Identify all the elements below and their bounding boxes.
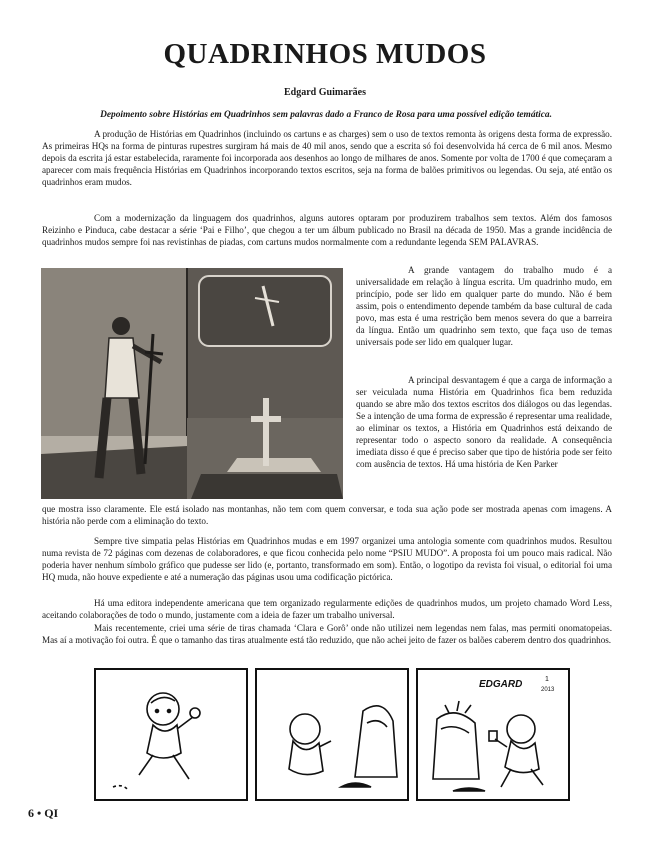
- strip-year: 2013: [541, 687, 555, 693]
- strip-number: 1: [545, 676, 549, 683]
- paragraph-intro: A produção de Histórias em Quadrinhos (incluindo os cartuns e as charges) sem o uso de textos remonta às origens desta forma de expressão. As primeiras HQs na forma de pinturas rupestres surgiram há mais de 40 mil anos, sendo que a escrita só foi desenvolvida há cerca de 6 mil anos. Mesmo depois da escrita já estar estabelecida, raramente foi incorporada aos desenhos ao longo de milhares de anos. Somente por volta de 1700 é que começaram a aparecer com mais frequência Histórias em Quadrinhos incorporando textos escritos, seja na forma de balões primitivos ou legendas. Ou seja, até então os quadrinhos eram mudos.: [42, 129, 612, 187]
- paragraph-ken-parker: que mostra isso claramente. Ele está isolado nas montanhas, não tem com quem conversar, e toda sua ação pode ser mostrada apenas com imagens. A história não perde com a eliminação do texto.: [42, 504, 612, 526]
- paragraph-psiu-mudo: Sempre tive simpatia pelas Histórias em Quadrinhos mudas e em 1997 organizei uma antologia somente com quadrinhos mudos. Resultou numa revista de 72 páginas com dezenas de colaboradores, e que ficou conhecida pelo nome “PSIU MUDO”. A proposta foi um pouco mais radical. Não poderia haver nenhum símbolo gráfico que pudesse ser lido (e, portanto, transformado em som). Então, o logotipo da revista foi visual, o editorial foi uma HQ muda, não houve expediente e até a numeração das páginas usou uma codificação pictórica.: [42, 536, 612, 582]
- paragraph-clara-e-goro: Mais recentemente, criei uma série de tiras chamada ‘Clara e Gorô’ onde não utilizei nem legendas nem falas, mas permiti onomatopeias. Mas aí a motivação foi outra. É que o tamanho das tiras atualmente está tão reduzido, que não achei jeito de fazer os balões caberem dentro dos quadrinhos.: [42, 623, 612, 645]
- paragraph-word-less: Há uma editora independente americana que tem organizado regularmente edições de quadrinhos mudos, um projeto chamado Word Less, aceitando colaborações de todo o mundo, justamente com a ideia de fazer um trabalho universal.: [42, 598, 612, 620]
- article-title: QUADRINHOS MUDOS: [163, 38, 487, 70]
- paragraph-modernization: Com a modernização da linguagem dos quadrinhos, alguns autores optaram por produzirem trabalhos sem textos. Além dos famosos Reizinho e Pinduca, cabe destacar a série ‘Pai e Filho’, que chegou a ter um álbum publicado no Brasil na década de 1950. Mas a grande incidência de quadrinhos mudos sempre foi nas revistinhas de piadas, com cartuns mudos normalmente com a redundante legenda SEM PALAVRAS.: [42, 213, 612, 247]
- strip-panel-3: [433, 701, 543, 791]
- comic-illustration: [41, 268, 343, 499]
- strip-panel-1: [113, 693, 200, 791]
- strip-signature: EDGARD: [479, 679, 523, 690]
- article-subtitle: Depoimento sobre Histórias em Quadrinhos sem palavras dado a Franco de Rosa para uma possível edição temática.: [100, 110, 552, 120]
- paragraph-advantage: A grande vantagem do trabalho mudo é a universalidade em relação à língua escrita. Um quadrinho mudo, em princípio, pode ser lido em qualquer parte do mundo. Não é bem assim, pois o entendimento depende também da base cultural de cada povo, mas esta é uma restrição bem menos severa do que a barreira da língua. Então um quadrinho sem texto, que faça uso de temas universais pode ser lido em qualquer lugar.: [356, 265, 612, 347]
- strip-panel-2: [289, 706, 397, 787]
- author-name: Edgard Guimarães: [284, 87, 366, 98]
- page-footer: 6 • QI: [28, 806, 59, 820]
- paragraph-disadvantage: A principal desvantagem é que a carga de informação a ser veiculada numa História em Quadrinhos fica bem reduzida quando se abre mão dos textos escritos dos diálogos ou das legendas. Se a intenção de uma forma de expressão é representar uma realidade, ao eliminar os textos, a História em Quadrinhos está deixando de representar todo o aspecto sonoro da realidade. A consequência imediata disso é que é preciso saber que tipo de história pode ser feito com ausência de textos. Há uma história de Ken Parker: [356, 375, 612, 469]
- comic-strip: [93, 667, 571, 802]
